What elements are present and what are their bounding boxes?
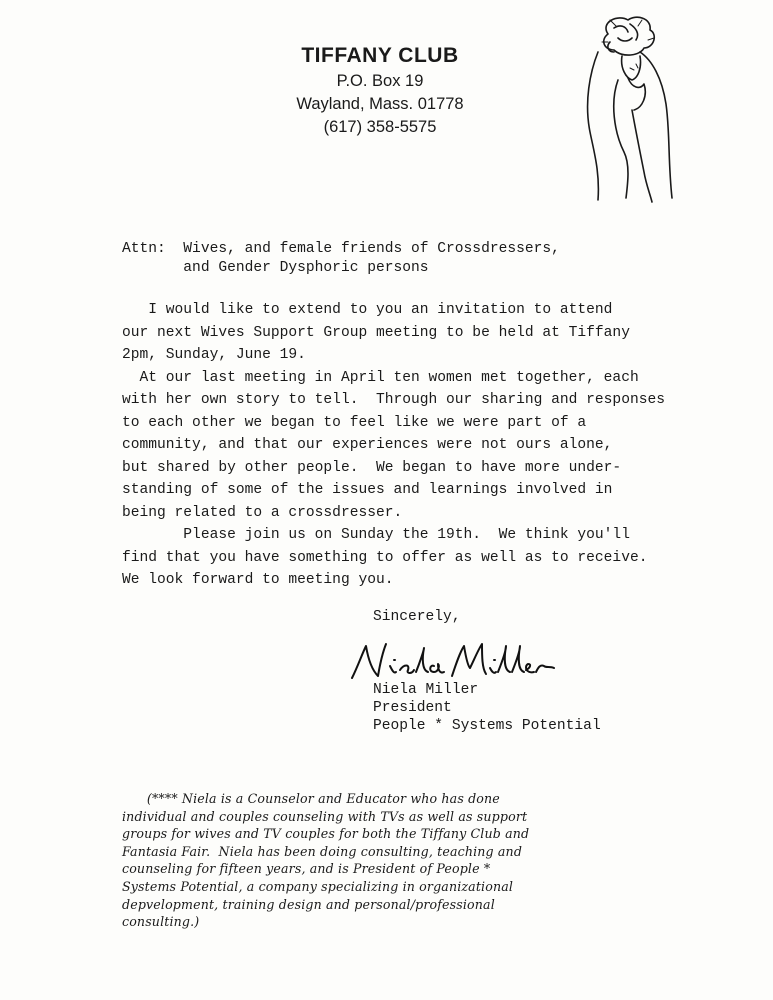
footnote-line: individual and couples counseling with TVs as well as support bbox=[122, 808, 528, 824]
footnote-line: groups for wives and TV couples for both the Tiffany Club and bbox=[122, 826, 530, 842]
organization-name: TIFFANY CLUB bbox=[301, 44, 459, 67]
figure-illustration-icon bbox=[570, 12, 680, 204]
body-line: being related to a crossdresser. bbox=[122, 504, 403, 521]
footnote-line: (**** Niela is a Counselor and Educator who has done bbox=[122, 791, 500, 806]
signer-name: Niela Miller bbox=[373, 682, 479, 698]
address-line-2: Wayland, Mass. 01778 bbox=[296, 95, 464, 113]
closing-salutation: Sincerely, bbox=[373, 609, 461, 625]
body-line: find that you have something to offer as well as to receive. bbox=[122, 549, 648, 566]
body-line: Please join us on Sunday the 19th. We think you'll bbox=[122, 527, 630, 543]
attention-line-1: Attn: Wives, and female friends of Crossdressers, bbox=[122, 241, 560, 257]
body-line: with her own story to tell. Through our sharing and responses bbox=[122, 392, 665, 408]
body-line: We look forward to meeting you. bbox=[122, 572, 394, 588]
body-line: standing of some of the issues and learnings involved in bbox=[122, 482, 613, 498]
footnote-line: Systems Potential, a company specializing in organizational bbox=[122, 878, 514, 894]
signature-block bbox=[373, 681, 601, 735]
body-line: community, and that our experiences were not ours alone, bbox=[122, 437, 613, 453]
phone-number: (617) 358-5575 bbox=[323, 118, 437, 136]
body-line: I would like to extend to you an invitation to attend bbox=[122, 302, 613, 318]
address-line-1: P.O. Box 19 bbox=[336, 72, 424, 90]
letterhead bbox=[250, 42, 510, 139]
letter-body bbox=[122, 299, 665, 592]
body-line: At our last meeting in April ten women met together, each bbox=[122, 369, 639, 386]
footnote-line: depvelopment, training design and personal/professional bbox=[122, 896, 495, 912]
body-line: but shared by other people. We began to have more under- bbox=[122, 459, 622, 476]
attention-line-2: and Gender Dysphoric persons bbox=[122, 260, 429, 276]
footnote-line: counseling for fifteen years, and is President of People * bbox=[122, 861, 491, 877]
signer-title: President bbox=[373, 700, 452, 716]
footnote-line: consulting.) bbox=[122, 914, 200, 930]
signer-company: People * Systems Potential bbox=[373, 718, 601, 734]
footnote-line: Fantasia Fair. Niela has been doing consulting, teaching and bbox=[122, 843, 523, 859]
attention-line bbox=[122, 240, 560, 278]
footnote bbox=[122, 790, 732, 931]
body-line: to each other we began to feel like we were part of a bbox=[122, 414, 587, 431]
body-line: 2pm, Sunday, June 19. bbox=[122, 347, 306, 363]
body-line: our next Wives Support Group meeting to be held at Tiffany bbox=[122, 324, 630, 341]
